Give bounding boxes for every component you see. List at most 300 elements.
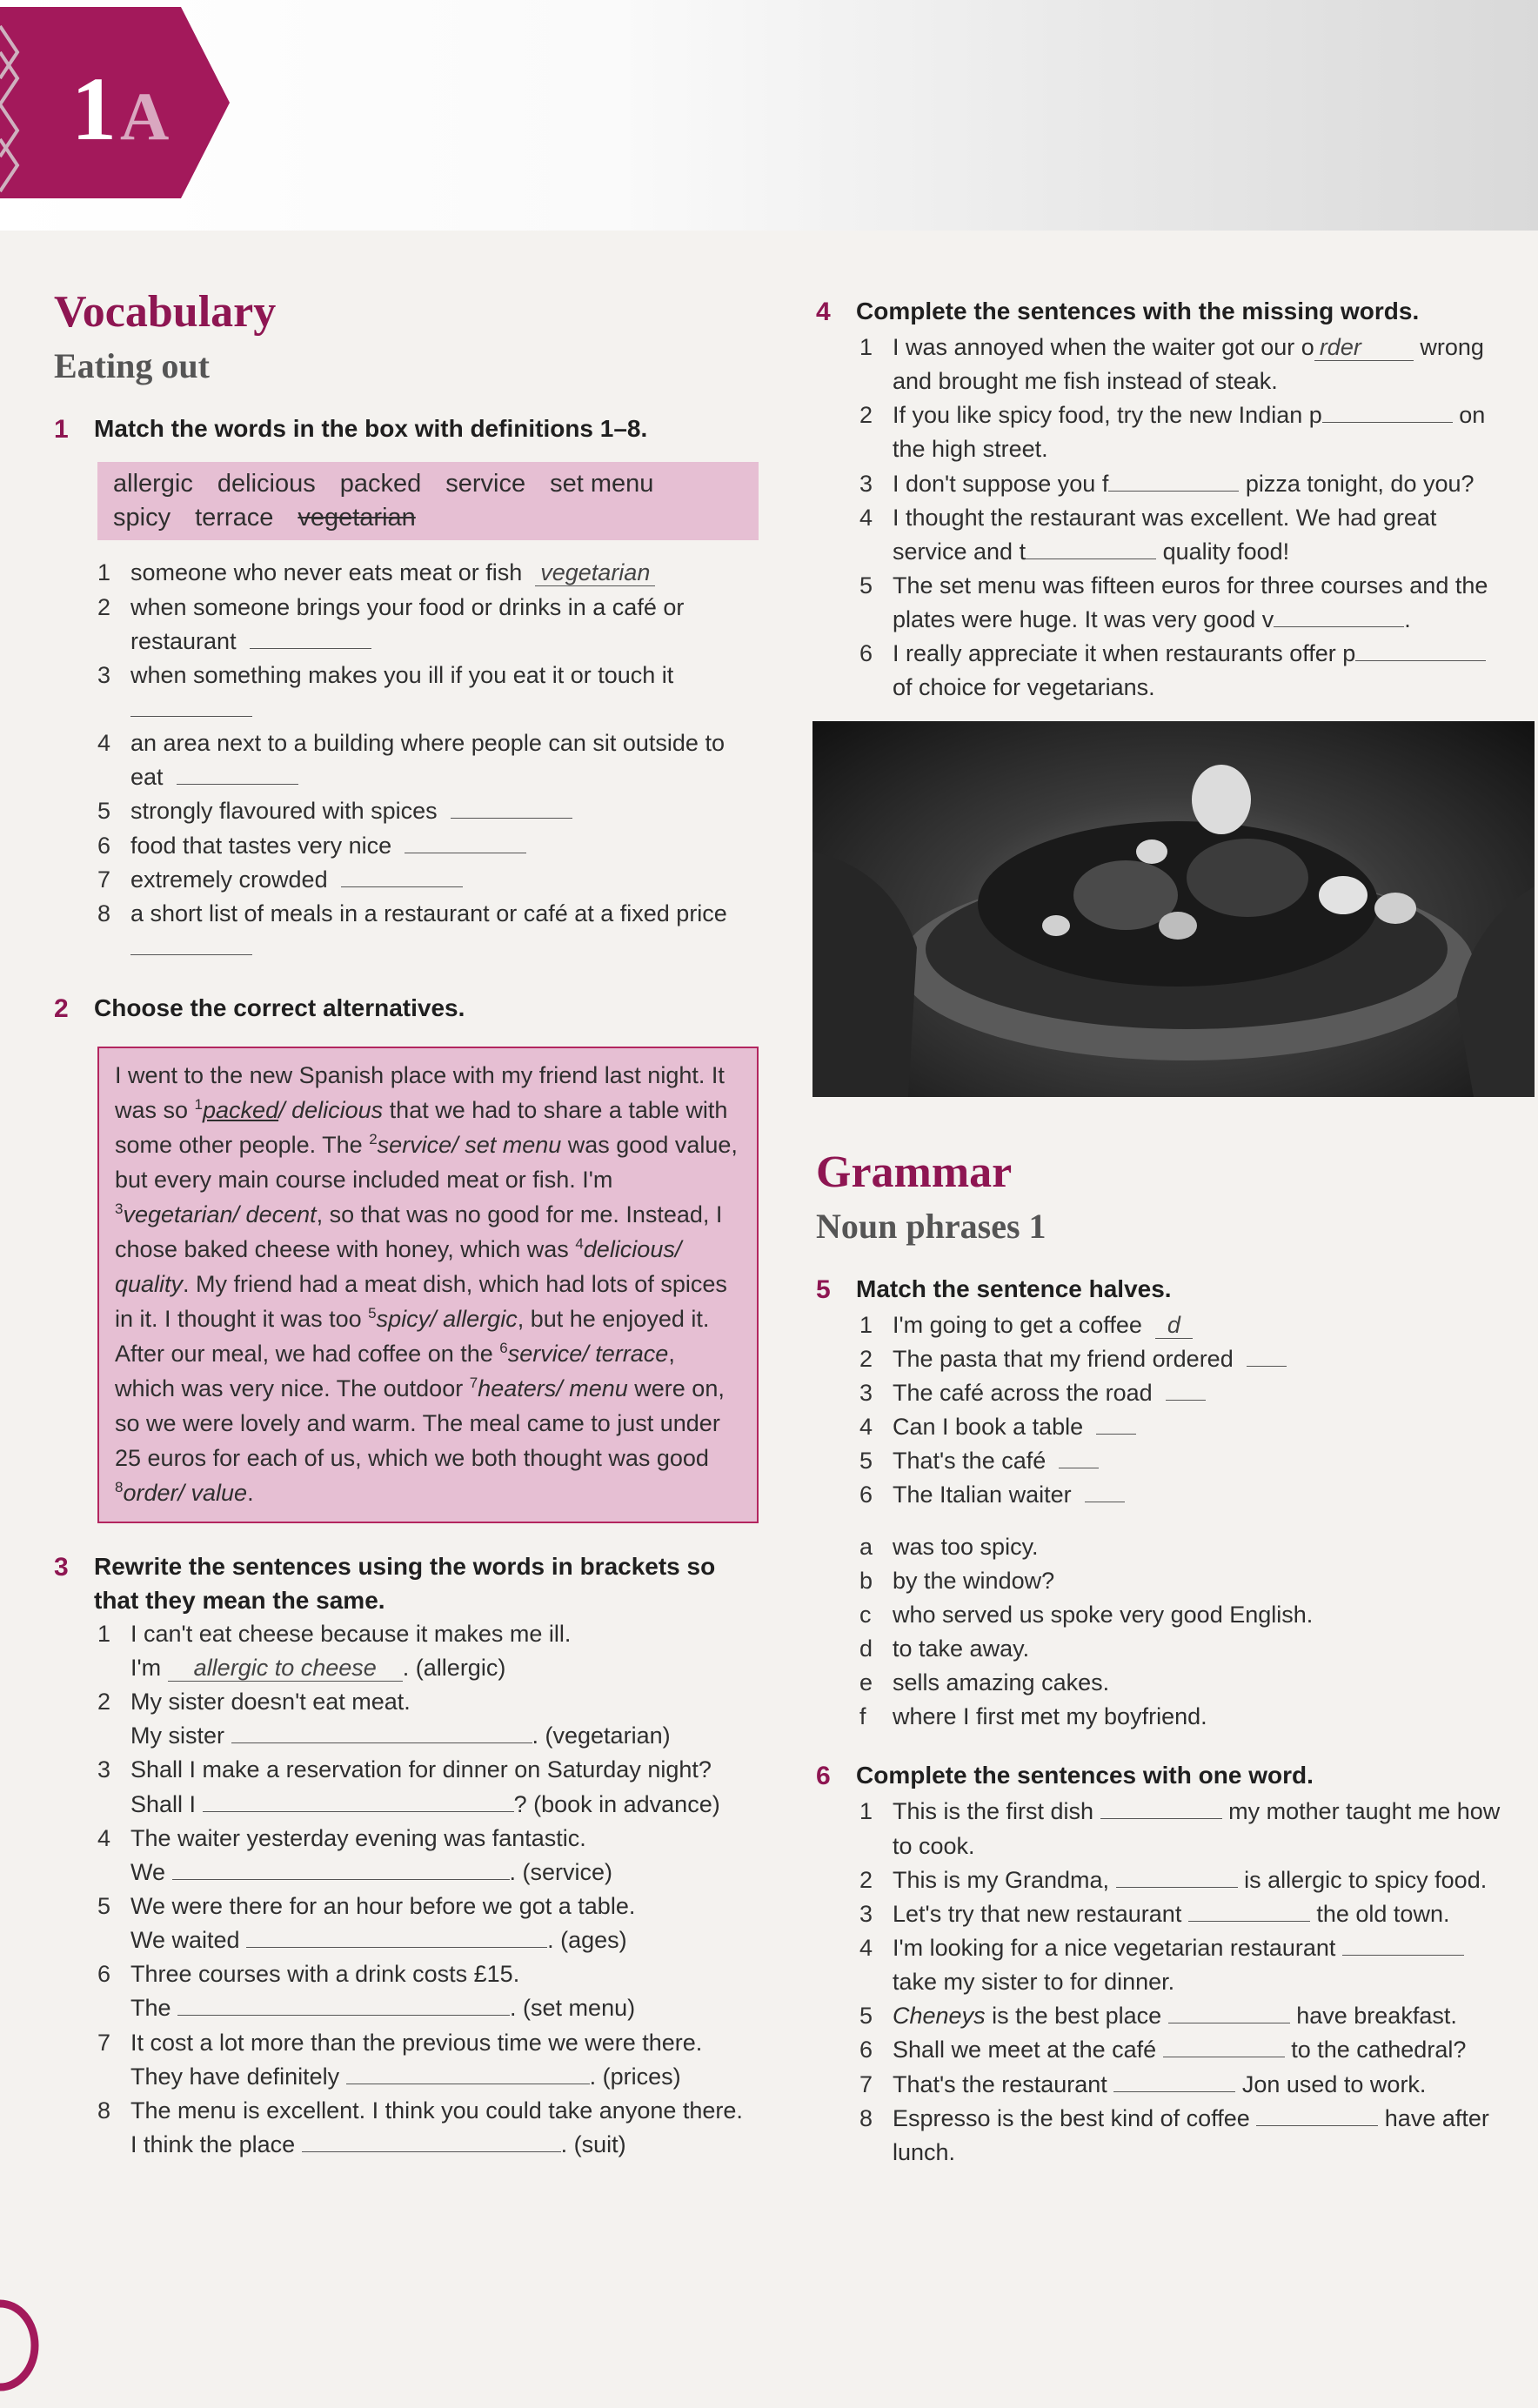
grammar-title: Grammar xyxy=(816,1147,1013,1197)
item-text xyxy=(893,1863,1512,1897)
story-text: , which was very nice. The outdoor xyxy=(115,1340,675,1401)
sentence-start: I'm looking for a nice vegetarian restaurant xyxy=(893,1934,1336,1961)
word-box-item: spicy xyxy=(113,504,171,532)
unit-number: 1 xyxy=(71,59,117,159)
item-text xyxy=(893,467,1512,501)
sentence-end: of choice for vegetarians. xyxy=(893,674,1155,701)
rewrite-line xyxy=(130,1856,759,1890)
story-text: , but he enjoyed it. After our meal, we had coffee on the xyxy=(115,1305,710,1367)
definition-text: strongly flavoured with spices xyxy=(130,798,438,825)
list-item xyxy=(859,637,1512,705)
item-number: 1 xyxy=(97,1620,111,1647)
item-text xyxy=(893,1478,1512,1512)
sentence-end: . (set menu) xyxy=(510,1995,636,2022)
alternatives: service/ set menu xyxy=(377,1132,562,1159)
item-number: 1 xyxy=(859,1798,873,1825)
sentence-start: We waited xyxy=(130,1927,240,1954)
answer-blank xyxy=(1096,1415,1136,1435)
original-sentence: It cost a lot more than the previous time we were there. xyxy=(130,2029,703,2056)
item-number: 2 xyxy=(859,1345,873,1372)
item-text xyxy=(130,2094,759,2162)
item-text xyxy=(130,591,759,659)
rewrite-line xyxy=(130,1991,759,2025)
exercise-6-heading xyxy=(816,1758,1512,1795)
list-item xyxy=(859,331,1512,398)
item-number: 8 xyxy=(859,2104,873,2131)
gap-number: 3 xyxy=(115,1200,124,1217)
alternatives: vegetarian/ decent xyxy=(123,1201,317,1227)
list-item xyxy=(859,467,1512,501)
exercise-instruction: Rewrite the sentences using the words in brackets so that they mean the same. xyxy=(94,1552,716,1614)
item-text xyxy=(130,556,759,590)
answer-blank xyxy=(341,867,463,887)
sentence-end: wrong and brought me fish instead of steak. xyxy=(893,334,1484,395)
item-number: 5 xyxy=(859,572,873,599)
answer-blank xyxy=(1247,1347,1287,1367)
item-text xyxy=(130,863,759,897)
sentence-start: Let's try that new restaurant xyxy=(893,1900,1182,1927)
story-text: I went to the new Spanish place with my friend last night. It was so xyxy=(115,1062,725,1124)
story-text: was good value, but every main course included meat or fish. I'm xyxy=(115,1132,738,1194)
item-text xyxy=(893,637,1512,705)
option-text: who served us spoke very good English. xyxy=(893,1601,1314,1628)
answer-blank xyxy=(1026,539,1156,559)
exercise-instruction: Match the words in the box with definitions 1–8. xyxy=(94,415,648,443)
sentence-start: Shall we meet at the café xyxy=(893,2037,1157,2064)
list-item xyxy=(859,1700,1512,1734)
exercise-5-items xyxy=(816,1308,1512,1513)
item-number: 5 xyxy=(859,2003,873,2030)
list-item xyxy=(97,1957,759,2025)
item-text xyxy=(893,569,1512,637)
answer-blank xyxy=(346,2064,590,2084)
sentence-end: Jon used to work. xyxy=(1241,2070,1427,2097)
sentence-end: the old town. xyxy=(1316,1900,1450,1927)
exercise-instruction: Complete the sentences with one word. xyxy=(856,1762,1314,1789)
option-letter: d xyxy=(859,1635,873,1662)
item-text xyxy=(893,1999,1512,2033)
item-number: 8 xyxy=(97,900,111,926)
sentence-start: They have definitely xyxy=(130,2063,340,2090)
option-letter: a xyxy=(859,1533,873,1560)
vocabulary-title: Vocabulary xyxy=(54,287,277,337)
exercise-number: 2 xyxy=(54,994,69,1024)
answer-blank xyxy=(302,2132,561,2152)
item-number: 5 xyxy=(97,1893,111,1920)
option-text: to take away. xyxy=(893,1635,1030,1662)
definition-text: a short list of meals in a restaurant or café at a fixed price xyxy=(130,900,727,926)
alternatives: delicious/ quality xyxy=(115,1235,682,1297)
option-letter: c xyxy=(859,1601,872,1628)
list-item xyxy=(859,1564,1512,1598)
item-text xyxy=(130,1617,759,1685)
item-number: 3 xyxy=(97,1756,111,1783)
rewrite-line xyxy=(130,1788,759,1822)
item-text xyxy=(893,1410,1512,1444)
exercise-1-items xyxy=(54,556,759,965)
item-text xyxy=(130,2026,759,2094)
sentence-start: I think the place xyxy=(130,2131,296,2158)
answer-blank xyxy=(405,833,526,853)
answer-blank xyxy=(1322,403,1453,423)
alternatives: / delicious xyxy=(278,1097,384,1124)
list-item xyxy=(97,726,759,794)
item-text xyxy=(130,726,759,794)
sentence-start: This is the first dish xyxy=(893,1798,1094,1825)
option-text: was too spicy. xyxy=(893,1533,1039,1560)
item-number: 6 xyxy=(97,1961,111,1988)
answer-blank xyxy=(1085,1482,1125,1502)
story-text-box xyxy=(97,1047,759,1522)
list-item xyxy=(859,398,1512,466)
story-text: were on, so we were lovely and warm. The meal came to just under 25 euros for each of us, which we both thought was good xyxy=(115,1375,725,1471)
list-item xyxy=(859,1795,1512,1863)
answer-blank xyxy=(172,1860,510,1880)
item-number: 6 xyxy=(859,1482,873,1508)
gap-number: 4 xyxy=(575,1234,584,1252)
answer-blank xyxy=(246,1928,547,1948)
sentence-start: That's the restaurant xyxy=(893,2070,1107,2097)
gap-number: 2 xyxy=(369,1131,378,1148)
gap-number: 5 xyxy=(368,1304,377,1321)
sentence-end: pizza tonight, do you? xyxy=(1239,470,1474,497)
item-number: 1 xyxy=(859,1311,873,1338)
alternatives: spicy/ allergic xyxy=(376,1305,518,1332)
answer-blank xyxy=(1163,2037,1285,2057)
item-text xyxy=(130,794,759,828)
answer-blank xyxy=(451,799,572,819)
list-item xyxy=(97,2094,759,2162)
list-item xyxy=(859,1342,1512,1376)
sentence-end: have after lunch. xyxy=(893,2104,1489,2165)
item-number: 6 xyxy=(859,640,873,667)
option-text: where I first met my boyfriend. xyxy=(893,1703,1207,1730)
item-text xyxy=(893,1897,1512,1931)
sentence-start: I don't suppose you f xyxy=(893,470,1109,497)
exercise-3-items xyxy=(54,1617,759,2162)
item-number: 6 xyxy=(97,832,111,859)
answer-blank xyxy=(250,629,371,649)
item-number: 4 xyxy=(97,730,111,757)
sentence-end: quality food! xyxy=(1156,538,1290,565)
option-letter: f xyxy=(859,1703,866,1730)
item-number: 4 xyxy=(97,1824,111,1851)
word-box-item: allergic xyxy=(113,470,193,498)
sentence-start: I really appreciate it when restaurants offer p xyxy=(893,640,1356,667)
alternatives: order/ value xyxy=(123,1479,248,1506)
answer-blank xyxy=(177,765,298,785)
grammar-subtitle: Noun phrases 1 xyxy=(816,1206,1047,1246)
sentence-end: . (allergic) xyxy=(402,1655,506,1682)
exercise-number: 4 xyxy=(816,298,831,326)
item-text xyxy=(893,1795,1512,1863)
item-number: 5 xyxy=(97,798,111,825)
word-box-item: set menu xyxy=(550,470,654,498)
word-box-item: service xyxy=(445,470,526,498)
sentence-start: Espresso is the best kind of coffee xyxy=(893,2104,1250,2131)
item-text xyxy=(893,1931,1512,1999)
item-text xyxy=(130,659,759,726)
story-text: . xyxy=(247,1479,254,1506)
item-text xyxy=(893,1376,1512,1410)
unit-badge xyxy=(0,0,235,202)
item-text xyxy=(130,1957,759,2025)
sentence-half: The café across the road xyxy=(893,1380,1153,1407)
list-item xyxy=(859,501,1512,569)
item-number: 2 xyxy=(97,593,111,620)
exercise-4-items xyxy=(816,331,1512,706)
exercise-6-items xyxy=(816,1795,1512,2170)
original-sentence: The waiter yesterday evening was fantastic. xyxy=(130,1824,586,1851)
answer-blank xyxy=(1355,641,1486,661)
sentence-end: . (prices) xyxy=(589,2063,681,2090)
exercise-1-heading xyxy=(54,411,759,448)
sentence-start: I'm xyxy=(130,1655,162,1682)
list-item xyxy=(859,1863,1512,1897)
alternatives: heaters/ menu xyxy=(478,1375,628,1401)
sentence-start: We xyxy=(130,1858,166,1885)
original-sentence: The menu is excellent. I think you could take anyone there. xyxy=(130,2097,743,2124)
exercise-3-heading xyxy=(54,1549,759,1617)
list-item xyxy=(97,1685,759,1753)
sentence-end: . (vegetarian) xyxy=(532,1722,671,1749)
definition-text: someone who never eats meat or fish xyxy=(130,559,523,586)
list-item xyxy=(859,1410,1512,1444)
answer-blank xyxy=(1059,1448,1099,1468)
story-text: , so that was no good for me. Instead, I chose baked cheese with honey, which was xyxy=(115,1201,723,1262)
answer-blank xyxy=(130,697,252,717)
original-sentence: Three courses with a drink costs £15. xyxy=(130,1961,520,1988)
definition-text: when someone brings your food or drinks in a café or restaurant xyxy=(130,593,685,654)
list-item xyxy=(859,1478,1512,1512)
answer-blank xyxy=(1256,2106,1378,2126)
item-text xyxy=(893,331,1512,398)
list-item xyxy=(97,2026,759,2094)
item-text xyxy=(893,2068,1512,2102)
example-answer: d xyxy=(1155,1312,1193,1339)
answer-blank xyxy=(1166,1381,1206,1401)
sentence-start: I was annoyed when the waiter got our o xyxy=(893,334,1314,360)
sentence-half: That's the café xyxy=(893,1448,1047,1475)
list-item xyxy=(859,2068,1512,2102)
sentence-end: . (ages) xyxy=(547,1927,627,1954)
list-item xyxy=(97,863,759,897)
item-number: 4 xyxy=(859,1934,873,1961)
list-item xyxy=(97,659,759,726)
restaurant-name: Cheneys xyxy=(893,2003,986,2030)
item-number: 6 xyxy=(859,2037,873,2064)
list-item xyxy=(859,1999,1512,2033)
option-text: by the window? xyxy=(893,1567,1055,1594)
sentence-end: is allergic to spicy food. xyxy=(1244,1866,1488,1893)
word-box-item: terrace xyxy=(195,504,274,532)
item-text xyxy=(130,1890,759,1957)
sentence-start: If you like spicy food, try the new Indian p xyxy=(893,402,1322,429)
left-column xyxy=(54,287,759,2162)
list-item xyxy=(859,1666,1512,1700)
word-box-item: delicious xyxy=(217,470,316,498)
sentence-end: ? (book in advance) xyxy=(513,1790,720,1817)
answer-blank xyxy=(231,1723,532,1743)
item-number: 3 xyxy=(859,1380,873,1407)
item-text xyxy=(130,1822,759,1890)
story-text: . My friend had a meat dish, which had lots of spices in it. I thought it was too xyxy=(115,1270,727,1332)
definition-text: extremely crowded xyxy=(130,866,328,893)
sentence-half: The pasta that my friend ordered xyxy=(893,1345,1234,1372)
sentence-end: . (service) xyxy=(509,1858,613,1885)
item-number: 8 xyxy=(97,2097,111,2124)
item-number: 4 xyxy=(859,504,873,531)
answer-blank xyxy=(1116,1868,1238,1888)
exercise-number: 6 xyxy=(816,1762,831,1791)
rewrite-line xyxy=(130,2060,759,2094)
exercise-number: 1 xyxy=(54,415,69,445)
item-number: 7 xyxy=(97,2029,111,2056)
item-text xyxy=(893,1308,1512,1342)
answer-blank xyxy=(1168,2003,1290,2023)
list-item xyxy=(97,897,759,965)
definition-text: an area next to a building where people can sit outside to eat xyxy=(130,730,725,791)
list-item xyxy=(859,1598,1512,1632)
sentence-end: . (suit) xyxy=(560,2131,626,2158)
list-item xyxy=(859,569,1512,637)
list-item xyxy=(859,1308,1512,1342)
original-sentence: We were there for an hour before we got a table. xyxy=(130,1893,636,1920)
item-text xyxy=(893,1342,1512,1376)
item-number: 1 xyxy=(859,334,873,360)
definition-text: food that tastes very nice xyxy=(130,832,392,859)
list-item xyxy=(859,1530,1512,1564)
item-text xyxy=(130,829,759,863)
item-number: 7 xyxy=(97,866,111,893)
unit-letter: A xyxy=(120,78,170,154)
word-box-item: packed xyxy=(339,470,422,498)
alternatives: service/ terrace xyxy=(507,1340,669,1367)
item-text xyxy=(893,1444,1512,1478)
list-item xyxy=(97,1890,759,1957)
list-item xyxy=(859,1897,1512,1931)
sentence-start: This is my Grandma, xyxy=(893,1866,1110,1893)
answer-blank xyxy=(1342,1936,1464,1956)
item-text xyxy=(893,398,1512,466)
sentence-start: Shall I xyxy=(130,1790,197,1817)
sentence-end: have breakfast. xyxy=(1296,2003,1457,2030)
gap-number: 6 xyxy=(499,1339,508,1356)
option-letter: b xyxy=(859,1567,873,1594)
answer-blank xyxy=(1108,472,1239,492)
item-text xyxy=(130,897,759,965)
gap-number: 7 xyxy=(469,1374,478,1391)
word-box xyxy=(97,462,759,540)
item-number: 7 xyxy=(859,2070,873,2097)
vocabulary-subtitle: Eating out xyxy=(54,346,210,386)
list-item xyxy=(97,1617,759,1685)
item-number: 2 xyxy=(859,1866,873,1893)
sentence-start: I thought the restaurant was excellent. We had great service and t xyxy=(893,504,1437,565)
list-item xyxy=(97,1753,759,1821)
item-number: 2 xyxy=(97,1689,111,1716)
sentence-half: The Italian waiter xyxy=(893,1482,1072,1508)
answer-blank xyxy=(1188,1902,1310,1922)
original-sentence: My sister doesn't eat meat. xyxy=(130,1689,411,1716)
item-text xyxy=(130,1753,759,1821)
original-sentence: I can't eat cheese because it makes me ill. xyxy=(130,1620,572,1647)
sentence-start: The xyxy=(130,1995,171,2022)
rewrite-line xyxy=(130,1651,759,1685)
sentence-start: My sister xyxy=(130,1722,224,1749)
item-number: 4 xyxy=(859,1414,873,1441)
sentence-half: Can I book a table xyxy=(893,1414,1084,1441)
item-number: 3 xyxy=(859,1900,873,1927)
item-number: 3 xyxy=(859,470,873,497)
item-text xyxy=(893,2102,1512,2170)
gap-number: 1 xyxy=(194,1096,204,1114)
sentence-start: is the best place xyxy=(985,2003,1162,2030)
answer-blank xyxy=(1113,2072,1235,2092)
option-text: sells amazing cakes. xyxy=(893,1669,1110,1696)
list-item xyxy=(97,1822,759,1890)
item-number: 3 xyxy=(97,661,111,688)
list-item xyxy=(97,794,759,828)
list-item xyxy=(97,556,759,590)
exercise-instruction: Match the sentence halves. xyxy=(856,1274,1172,1302)
example-answer: packed xyxy=(203,1097,279,1124)
list-item xyxy=(859,1931,1512,1999)
example-answer: vegetarian xyxy=(535,559,655,586)
list-item xyxy=(97,829,759,863)
item-text xyxy=(893,2033,1512,2067)
sentence-end: to the cathedral? xyxy=(1291,2037,1467,2064)
exercise-number: 5 xyxy=(816,1274,831,1304)
rewrite-line xyxy=(130,1719,759,1753)
answer-blank xyxy=(177,1996,510,2016)
exercise-5-options xyxy=(816,1530,1512,1735)
exercise-instruction: Choose the correct alternatives. xyxy=(94,994,465,1022)
word-box-item: vegetarian xyxy=(298,504,416,532)
story-text: that we had to share a table with some other people. The xyxy=(115,1097,728,1159)
sentence-end: on the high street. xyxy=(893,402,1486,463)
sentence-end: . xyxy=(1404,606,1411,633)
item-number: 5 xyxy=(859,1448,873,1475)
original-sentence: Shall I make a reservation for dinner on Saturday night? xyxy=(130,1756,712,1783)
exercise-5-heading xyxy=(816,1272,1512,1308)
list-item xyxy=(859,1444,1512,1478)
definition-text: when something makes you ill if you eat it or touch it xyxy=(130,661,674,688)
option-letter: e xyxy=(859,1669,873,1696)
list-item xyxy=(859,1376,1512,1410)
answer-blank xyxy=(1100,1799,1222,1819)
example-answer: rder xyxy=(1314,334,1414,361)
rewrite-line xyxy=(130,1923,759,1957)
list-item xyxy=(859,2033,1512,2067)
sentence-end: take my sister to for dinner. xyxy=(893,1969,1175,1996)
item-text xyxy=(130,1685,759,1753)
sentence-half: I'm going to get a coffee xyxy=(893,1311,1142,1338)
answer-blank xyxy=(1274,607,1404,627)
list-item xyxy=(97,591,759,659)
exercise-instruction: Complete the sentences with the missing words. xyxy=(856,298,1420,324)
item-number: 2 xyxy=(859,402,873,429)
exercise-2-heading xyxy=(54,991,759,1027)
sentence-start: The set menu was fifteen euros for three courses and the plates were huge. It was very good v xyxy=(893,572,1488,633)
item-text xyxy=(893,501,1512,569)
right-column xyxy=(816,294,1512,2170)
item-number: 1 xyxy=(97,559,111,586)
sentence-end: my mother taught me how to cook. xyxy=(893,1798,1501,1859)
gap-number: 8 xyxy=(115,1478,124,1495)
list-item xyxy=(859,1632,1512,1666)
rewrite-line xyxy=(130,2128,759,2162)
